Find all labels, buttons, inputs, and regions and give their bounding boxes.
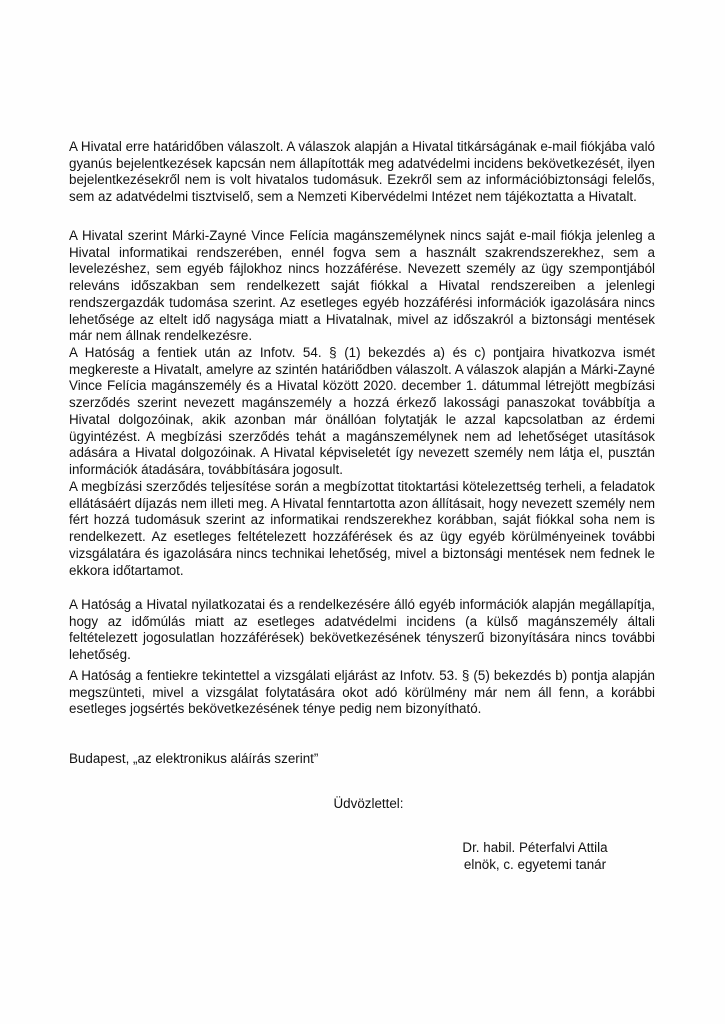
paragraph-termination: A Hatóság a fentiekre tekintettel a vizsgálati eljárást az Infotv. 53. § (5) bekezdés b) pontja alapján megszünteti, mivel a vizsgálat folytatására okot adó körülmény már nem áll fenn, a korábbi esetleges jogsértés bekövetkezésének ténye pedig nem bizonyítható.	[69, 668, 655, 717]
place-date: Budapest, „az elektronikus aláírás szerint”	[69, 751, 319, 766]
closing-greeting: Üdvözlettel:	[333, 796, 404, 811]
paragraph-private-person-access: A Hivatal szerint Márki-Zayné Vince Felícia magánszemélynek nincs saját e-mail fiókja jelenleg a Hivatal informatikai rendszerében, ennél fogva sem a használt szakrendszerekhez, sem a levelezéshez, sem egyéb fájlokhoz nincs hozzáférése. Nevezett személy az ügy szempontjából releváns időszakban sem rendelkezett saját fiókkal a Hivatal rendszereiben a jelenlegi rendszergazdák tudomása szerint. Az esetleges egyéb hozzáférési információk igazolására nincs lehetősége az eltelt idő nagysága miatt a Hivatalnak, mivel az időszakról a biztonsági mentések már nem állnak rendelkezésre.	[69, 228, 655, 344]
signatory-title: elnök, c. egyetemi tanár	[463, 857, 607, 872]
paragraph-findings: A Hatóság a Hivatal nyilatkozatai és a rendelkezésére álló egyéb információk alapján megállapítja, hogy az időmúlás miatt az esetleges adatvédelmi incidens (a külső magánszemély általi feltételezett jogosulatlan hozzáférések) bekövetkezésének tényszerű bizonyítására nincs további lehetőség.	[69, 597, 655, 663]
paragraph-contract-confidentiality: A megbízási szerződés teljesítése során a megbízottat titoktartási kötelezettség terheli, a feladatok ellátásáért díjazás nem illeti meg. A Hivatal fenntartotta azon állításait, hogy nevezett személy nem fért hozzá tudomásuk szerint az informatikai rendszerekhez korábban, saját fiókkal soha nem is rendelkezett. Az esetleges feltételezett hozzáférések és az ügy egyéb körülményeinek további vizsgálatára és igazolására nincs technikai lehetőség, mivel a biztonsági mentések nem fednek le ekkora időtartamot.	[69, 479, 655, 578]
paragraph-response: A Hivatal erre határidőben válaszolt. A válaszok alapján a Hivatal titkárságának e-mail fiókjába való gyanús bejelentkezések kapcsán nem állapították meg adatvédelmi incidens bekövetkezését, ilyen bejelentkezésekről nem is volt hivatalos tudomásuk. Ezekről sem az információbiztonsági felelős, sem az adatvédelmi tisztviselő, sem a Nemzeti Kibervédelmi Intézet nem tájékoztatta a Hivatalt.	[69, 139, 655, 205]
signatory-name: Dr. habil. Péterfalvi Attila	[462, 840, 608, 855]
paragraph-authority-inquiry: A Hatóság a fentiek után az Infotv. 54. § (1) bekezdés a) és c) pontjaira hivatkozva ismét megkereste a Hivatalt, amelyre az szintén határiődben válaszolt. A válaszok alapján a Márki-Zayné Vince Felícia magánszemély és a Hivatal között 2020. december 1. dátummal létrejött megbízási szerződés szerint nevezett magánszemély a hozzá érkező lakossági panaszokat továbbítja a Hivatal dolgozóinak, akik azonban már önállóan folytatják le azzal kapcsolatban az érdemi ügyintézést. A megbízási szerződés tehát a magánszemélynek nem ad lehetőséget utasítások adására a Hivatal dolgozóinak. A Hivatal képviseletét így nevezett személy nem látja el, pusztán információk átadására, továbbítására jogosult.	[69, 345, 655, 477]
